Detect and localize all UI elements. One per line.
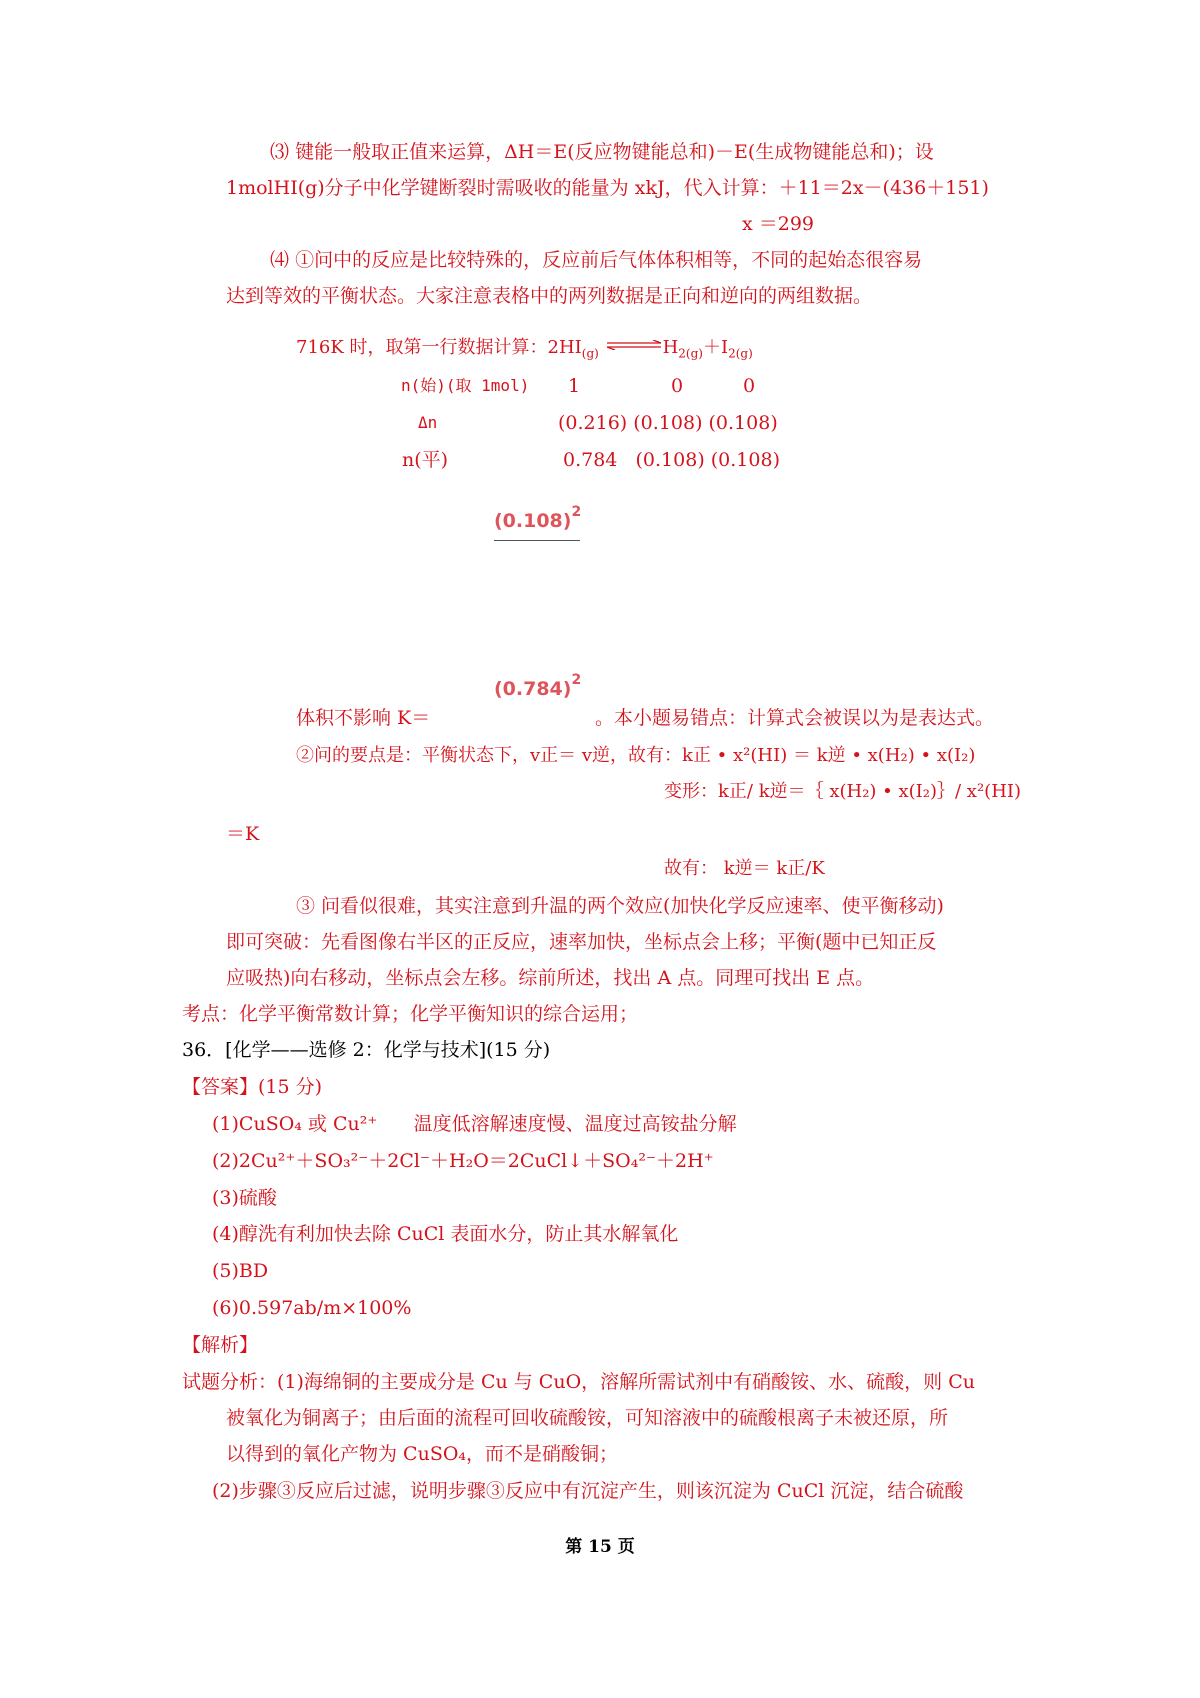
page-footer: 第 15 页 [565,1537,635,1557]
analysis-heading: 【解析】 [182,1334,259,1356]
item3-line3: x ＝299 [742,213,815,235]
row-start-label: n(始)(取 1mol) [401,376,530,395]
fraction-bar [494,540,580,541]
item4-line1: ⑷ ①问中的反应是比较特殊的，反应前后气体体积相等，不同的起始态很容易 [270,249,923,271]
answer-4: (4)醇洗有利加快去除 CuCl 表面水分，防止其水解氧化 [212,1223,679,1245]
q3-line2: 即可突破：先看图像右半区的正反应，速率加快，坐标点会上移；平衡(题中已知正反 [226,931,937,953]
answer-5: (5)BD [212,1260,269,1282]
answer-heading: 【答案】(15 分) [182,1076,323,1098]
k-line-left: 体积不影响 K＝ [296,707,431,729]
q2-line4: 故有： k逆＝ k正/K [664,858,825,879]
fraction-numerator: $(0.108)^2$ [494,503,582,532]
q2-line1: ②问的要点是：平衡状态下，v正＝ v逆，故有：k正 • x²(HI) ＝ k逆 • x(H₂) • x(I₂) [296,745,976,766]
answer-1: (1)CuSO₄ 或 Cu²⁺ 温度低溶解速度慢、温度过高铵盐分解 [212,1113,737,1135]
row-delta-label: Δn [418,413,438,432]
answer-3: (3)硫酸 [212,1187,277,1209]
reaction-line: 716K 时，取第一行数据计算：$2HI_{(g)}$ $H_{2(g)}+I_{2(g)}$ [296,337,753,361]
q3-line1: ③ 问看似很难，其实注意到升温的两个效应(加快化学反应速率、使平衡移动) [296,895,944,917]
answer-6: (6)0.597ab/m×100% [212,1297,412,1319]
q3-line3: 应吸热)向右移动，坐标点会左移。综前所述，找出 A 点。同理可找出 E 点。 [226,967,875,989]
q2-line2: 变形：k正/ k逆＝｛ x(H₂) • x(I₂)｝/ x²(HI) [664,781,1022,802]
analysis-line3: 以得到的氧化产物为 CuSO₄，而不是硝酸铜； [226,1443,619,1465]
row-delta-vals: (0.216) (0.108) (0.108) [558,412,778,434]
q2-line3: ＝K [226,823,260,845]
k-line-right: 。本小题易错点：计算式会被误以为是表达式。 [595,707,995,729]
q36-title: 36．[化学——选修 2：化学与技术](15 分) [182,1039,551,1061]
analysis-line4: (2)步骤③反应后过滤，说明步骤③反应中有沉淀产生，则该沉淀为 CuCl 沉淀，结合硫酸 [212,1480,964,1502]
analysis-line2: 被氧化为铜离子；由后面的流程可回收硫酸铵，可知溶液中的硫酸根离子未被还原，所 [226,1407,949,1429]
row-eq-vals: 0.784 (0.108) (0.108) [563,449,780,471]
row-start-val-3: 0 [743,375,756,397]
equilibrium-arrow-icon [605,340,663,350]
fraction-denominator: $(0.784)^2$ [494,671,582,700]
analysis-line1: 试题分析：(1)海绵铜的主要成分是 Cu 与 CuO，溶解所需试剂中有硝酸铵、水、硫酸，则 Cu [182,1371,975,1393]
kaodian-line: 考点：化学平衡常数计算；化学平衡知识的综合运用； [182,1003,639,1025]
row-eq-label: n(平) [402,449,449,471]
row-start-val-1: 1 [568,375,581,397]
item4-marker: ⑷ [270,249,290,271]
item4-line2: 达到等效的平衡状态。大家注意表格中的两列数据是正向和逆向的两组数据。 [226,285,873,307]
row-start-val-2: 0 [671,375,684,397]
item3-line1: ⑶ 键能一般取正值来运算，ΔH＝E(反应物键能总和)－E(生成物键能总和)；设 [270,141,934,163]
item3-line2: 1molHI(g)分子中化学键断裂时需吸收的能量为 xkJ，代入计算：＋11＝2x－(436＋151) [226,177,989,199]
item3-marker: ⑶ [270,141,290,163]
answer-2: (2)2Cu²⁺＋SO₃²⁻＋2Cl⁻＋H₂O＝2CuCl↓＋SO₄²⁻＋2H⁺ [212,1150,714,1172]
